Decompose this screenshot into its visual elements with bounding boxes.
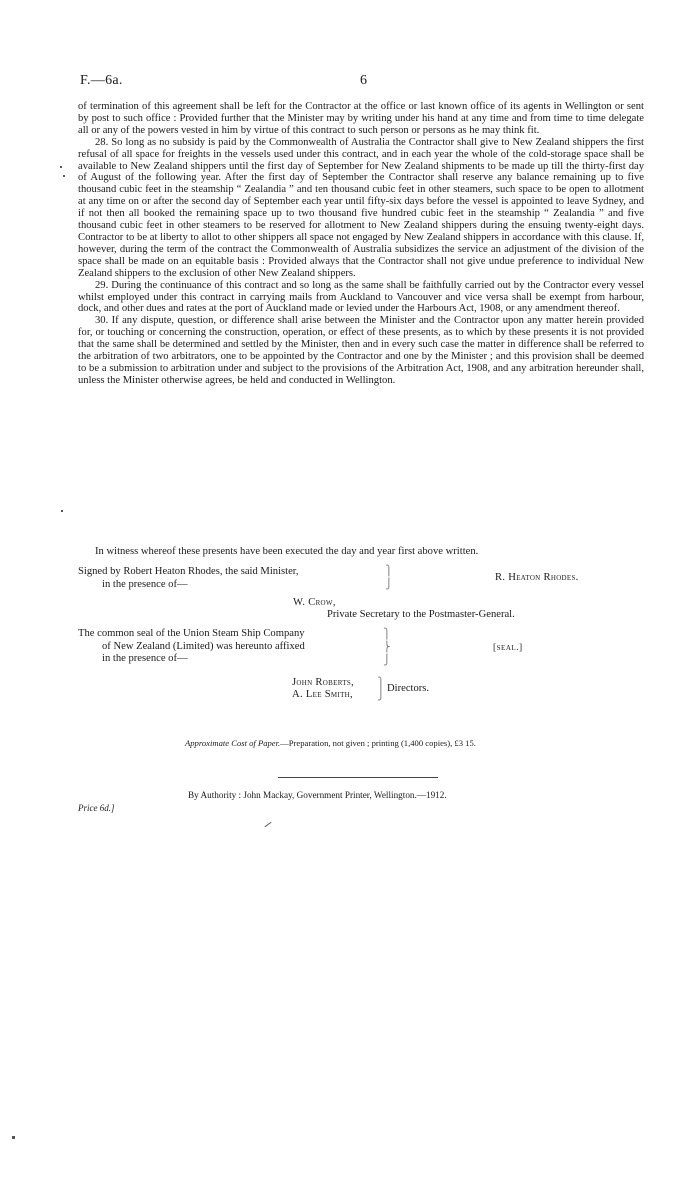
speck-mark bbox=[12, 1136, 15, 1139]
printing-cost-note bbox=[185, 738, 476, 748]
brace-mark: ⎫ bbox=[383, 629, 391, 640]
company-seal-block bbox=[78, 628, 305, 666]
brace-mark: ⎫ bbox=[385, 566, 393, 577]
contract-body bbox=[78, 101, 644, 387]
witness-name: W. Crow, bbox=[293, 597, 336, 608]
clause-28: 28. So long as no subsidy is paid by the Commonwealth of Australia the Contractor shall give to New Zealand shippers the first refusal of all space for freights in the vessels used under this contract, and in each year the whole of the cold-storage space shall be available to New Zealand shippers until the first day of September for New Zealand shipments to be made up till the thirty-first day of August of the following year. After the first day of September the Contractor shall reserve any balance remaining up to five thousand cubic feet in the steamship “ Zealandia ” and ten thousand cubic feet in other steamers, such space to be open to allotment at any time on or after the second day of September each year until fifty-six days before the vessel is appointed to leave Sydney, and if not then all booked the remaining space up to two thousand five hundred cubic feet in the steamship “ Zealandia ” and five thousand cubic feet in other steamers to be reserved for allotment to New Zealand shippers during the ensuing twenty-eight days. Contractor to be at liberty to allot to other shippers all space not engaged by New Zealand shippers in accordance with this clause. If, however, during the term of the contract the Commonwealth of Australia subsidizes the service an adjustment of the division of the space shall be made on an equitable basis : Provided always that the Contractor shall not give undue preference to individual New Zealand shippers to the exclusion of other New Zealand shippers. bbox=[78, 136, 644, 279]
minister-signed-line: Signed by Robert Heaton Rhodes, the said Minister, bbox=[78, 566, 299, 577]
company-seal-line: The common seal of the Union Steam Ship Company bbox=[78, 628, 305, 639]
clause-30: 30. If any dispute, question, or difference shall arise between the Minister and the Contractor upon any matter herein provided for, or touching or concerning the construction, operation, or effect of these presents, as to which by these presents it is not provided that the same shall be determined and settled by the Minister, then and in every such case the matter in difference shall be referred to the arbitration of two arbitrators, one to be appointed by the Contractor and one by the Minister ; and this provision shall be deemed to be a submission to arbitration under and subject to the provisions of the Arbitration Act, 1908, and any arbitration hereunder shall, unless the Minister otherwise agrees, be held and conducted in Wellington. bbox=[78, 315, 644, 386]
brace-mark: ⎭ bbox=[383, 655, 391, 666]
cost-label: Approximate Cost of Paper. bbox=[185, 738, 281, 748]
company-affixed-line: of New Zealand (Limited) was hereunto affixed bbox=[102, 640, 305, 652]
directors-label: Directors. bbox=[387, 683, 430, 694]
price-note: Price 6d.] bbox=[78, 803, 115, 813]
printer-authority: By Authority : John Mackay, Government Printer, Wellington.—1912. bbox=[188, 790, 447, 800]
brace-mark: ⎭ bbox=[385, 579, 393, 590]
cost-text: —Preparation, not given ; printing (1,400 copies), £3 15. bbox=[280, 738, 476, 748]
witness-clause: In witness whereof these presents have been executed the day and year first above written. bbox=[95, 546, 479, 557]
company-presence-line: in the presence of— bbox=[102, 653, 188, 665]
pencil-tick-mark bbox=[264, 822, 271, 827]
speck-mark bbox=[61, 510, 63, 512]
series-label: F.—6a. bbox=[80, 73, 123, 88]
paragraph-continuation: of termination of this agreement shall be left for the Contractor at the office or last known office of its agents in Wellington or sent by post to such office : Provided further that the Minister may by writing under his hand at any time and from time to time delegate all or any of the powers vested in him by virtue of this contract to such person or persons as he may think fit. bbox=[78, 101, 644, 136]
minister-signature-block bbox=[78, 566, 299, 591]
brace-mark: ⎭ bbox=[377, 690, 385, 701]
brace-mark: ⎫ bbox=[377, 678, 385, 689]
witness-title: Private Secretary to the Postmaster-General. bbox=[327, 609, 515, 620]
speck-mark bbox=[63, 175, 65, 177]
divider-rule bbox=[278, 777, 438, 778]
director-name: A. Lee Smith, bbox=[292, 689, 353, 700]
minister-signatory: R. Heaton Rhodes. bbox=[495, 572, 579, 583]
director-name: John Roberts, bbox=[292, 677, 354, 688]
seal-label: [seal.] bbox=[493, 643, 523, 653]
minister-presence-line: in the presence of— bbox=[102, 578, 188, 590]
brace-mark: ⎬ bbox=[383, 642, 391, 653]
speck-mark bbox=[60, 166, 62, 168]
page-number: 6 bbox=[360, 73, 367, 88]
clause-29: 29. During the continuance of this contract and so long as the same shall be faithfully carried out by the Contractor every vessel whilst employed under this contract in carrying mails from Auckland to Vancouver and vice versa shall be exempt from harbour, dock, and other dues and rates at the port of Auckland made or levied under the Harbours Act, 1908, or any amendment thereof. bbox=[78, 279, 644, 315]
